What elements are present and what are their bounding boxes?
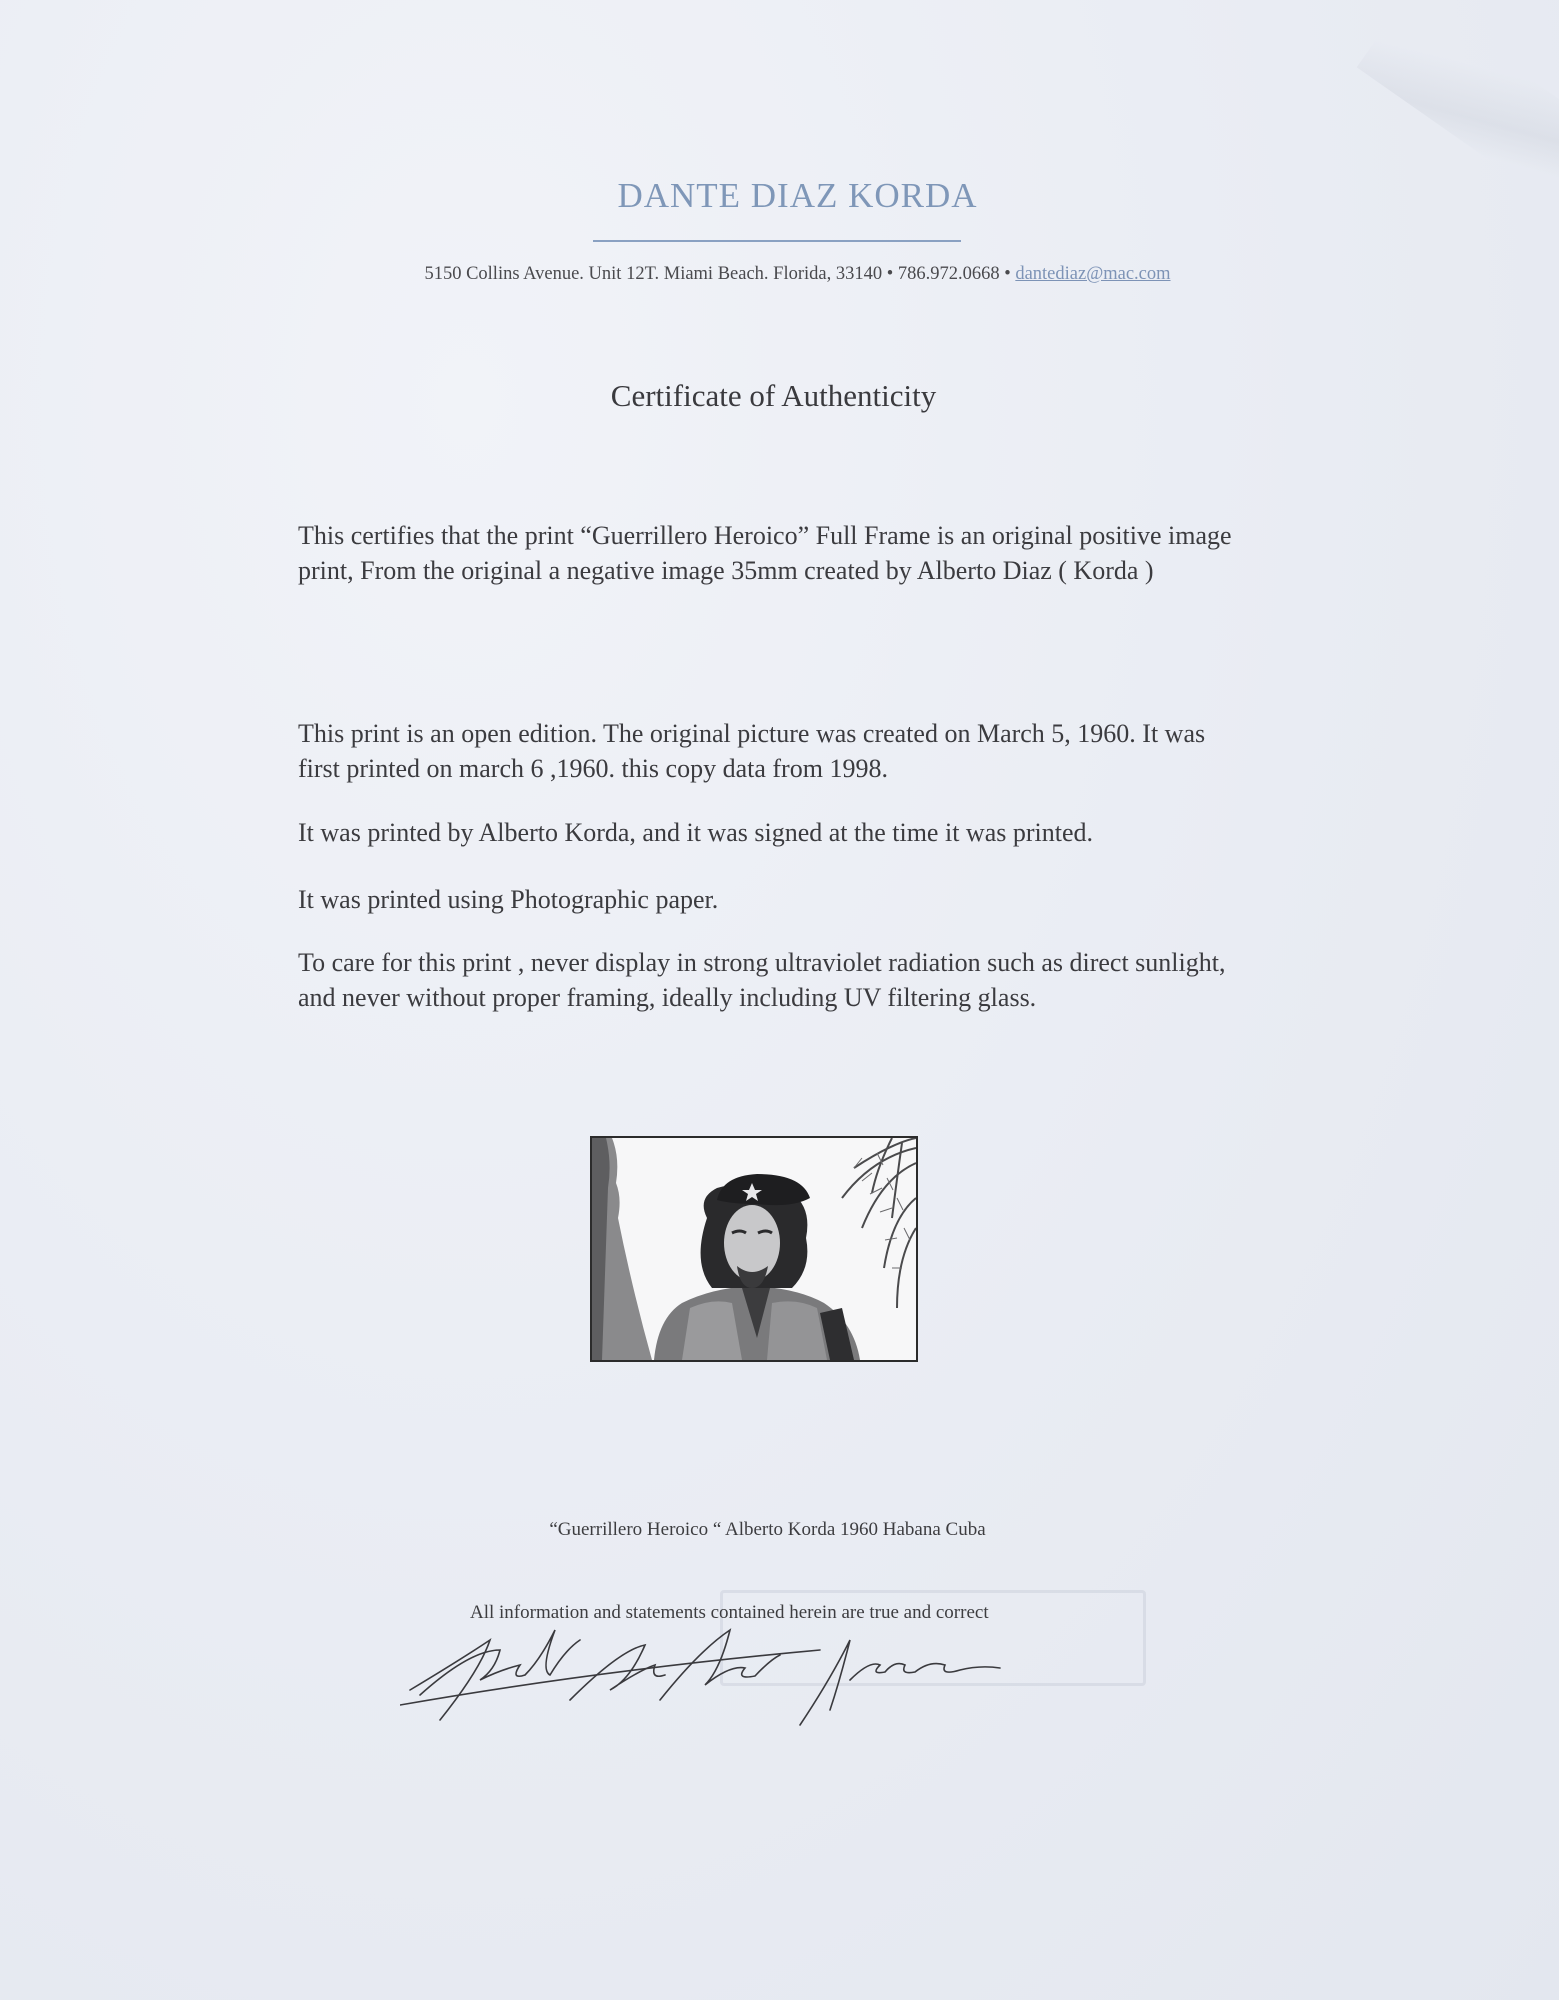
print-thumbnail-photo bbox=[590, 1136, 918, 1362]
paragraph-printer: It was printed by Alberto Korda, and it was signed at the time it was printed. bbox=[298, 818, 1093, 847]
letterhead-name: DANTE DIAZ KORDA bbox=[617, 176, 978, 215]
portrait-photo-illustration bbox=[592, 1138, 916, 1360]
photo-caption: “Guerrillero Heroico “ Alberto Korda 1960 Habana Cuba bbox=[549, 1519, 986, 1540]
paragraph-paper: It was printed using Photographic paper. bbox=[298, 885, 719, 914]
email-link[interactable]: dantediaz@mac.com bbox=[1015, 264, 1171, 284]
paragraph-edition: This print is an open edition. The original picture was created on March 5, 1960. It was first printed on march 6 ,1960. this copy data from 1998. bbox=[298, 719, 1206, 783]
truth-statement: All information and statements contained herein are true and correct bbox=[470, 1602, 989, 1623]
paragraph-care: To care for this print , never display in strong ultraviolet radiation such as direct sunlight, and never without proper framing, ideally including UV filtering glass. bbox=[298, 948, 1226, 1012]
letterhead-address bbox=[18, 264, 1559, 285]
address-text: 5150 Collins Avenue. Unit 12T. Miami Beach. Florida, 33140 • 786.972.0668 • bbox=[424, 264, 1016, 284]
letterhead-divider bbox=[593, 240, 961, 242]
paragraph-certification: This certifies that the print “Guerrillero Heroico” Full Frame is an original positive image print, From the original a negative image 35mm created by Alberto Diaz ( Korda ) bbox=[298, 521, 1232, 585]
certificate-title: Certificate of Authenticity bbox=[610, 378, 937, 413]
handwritten-signature bbox=[400, 1610, 1040, 1730]
